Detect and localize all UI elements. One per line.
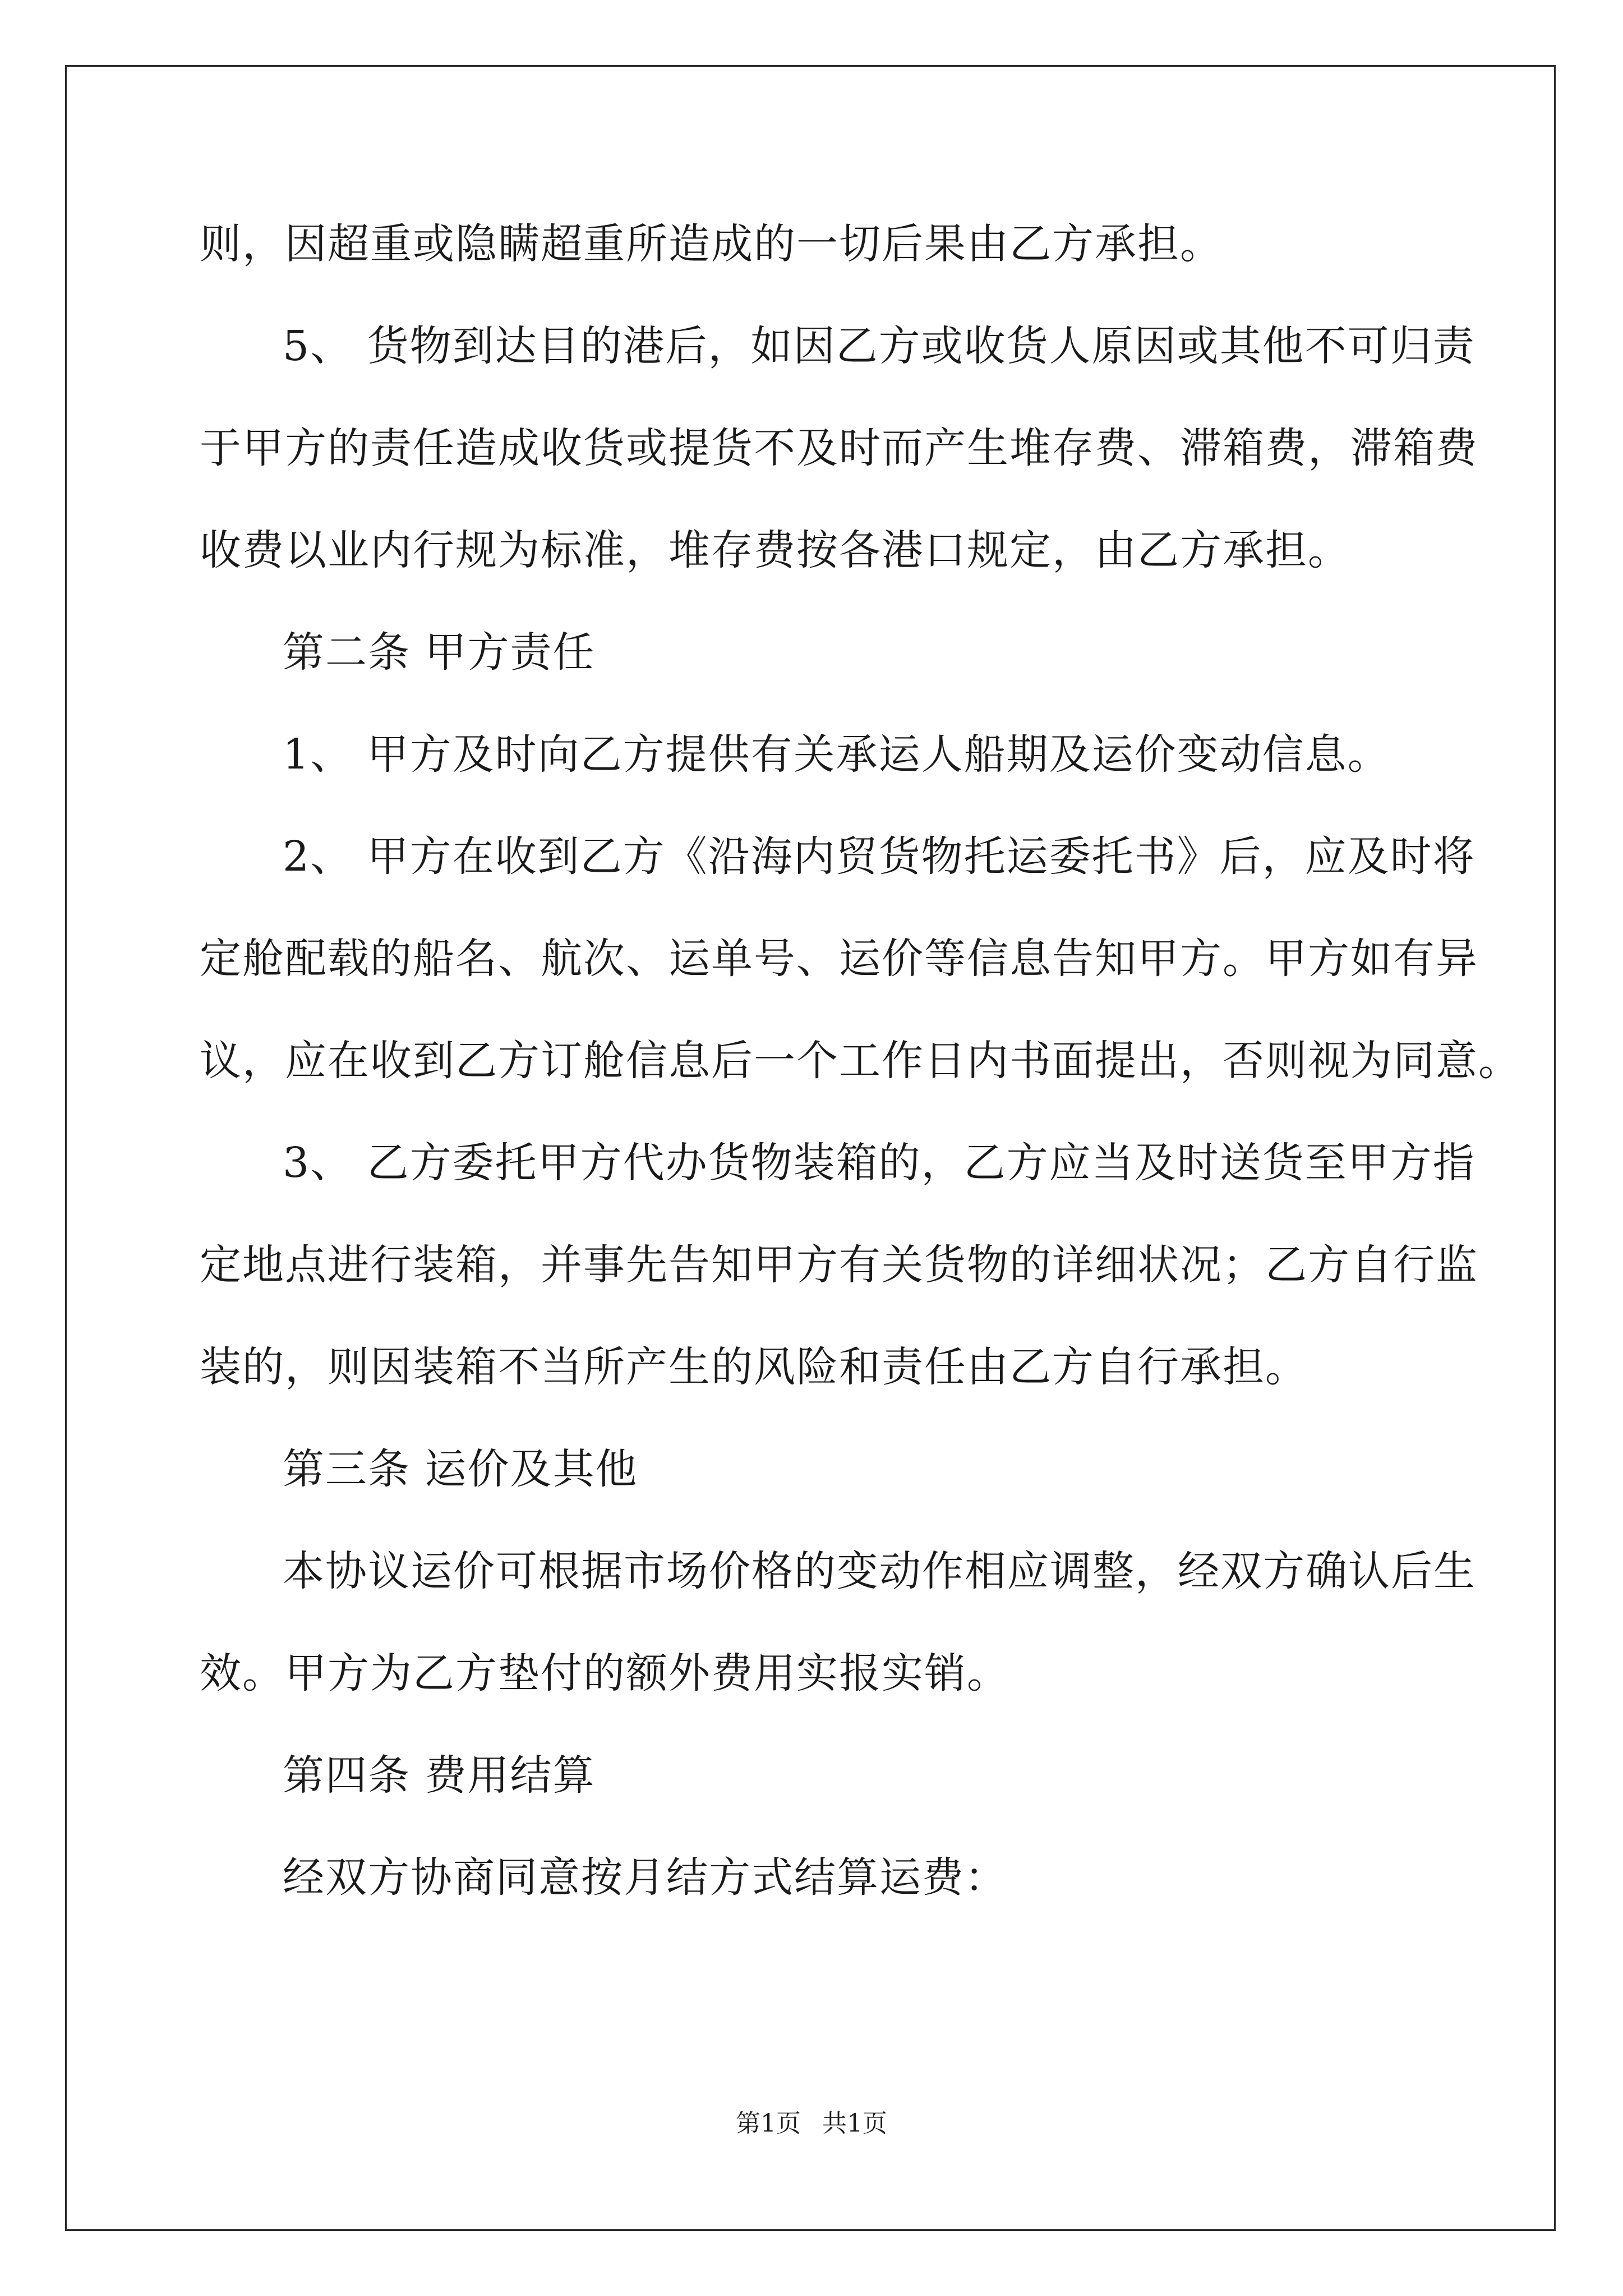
- paragraph-line: 3、 乙方委托甲方代办货物装箱的，乙方应当及时送货至甲方指: [283, 1139, 1476, 1187]
- paragraph-line: 于甲方的责任造成收货或提货不及时而产生堆存费、滞箱费，滞箱费: [200, 424, 1478, 472]
- paragraph-line: 定舱配载的船名、航次、运单号、运价等信息告知甲方。甲方如有异: [200, 935, 1478, 983]
- paragraph-line: 经双方协商同意按月结方式结算运费：: [283, 1853, 1007, 1902]
- paragraph-line: 收费以业内行规为标准，堆存费按各港口规定，由乙方承担。: [200, 526, 1350, 574]
- paragraph-line: 5、 货物到达目的港后，如因乙方或收货人原因或其他不可归责: [283, 322, 1476, 370]
- page-footer: [0, 2107, 1623, 2141]
- paragraph-line: 定地点进行装箱，并事先告知甲方有关货物的详细状况；乙方自行监: [200, 1241, 1478, 1289]
- paragraph-line: 2、 甲方在收到乙方《沿海内贸货物托运委托书》后，应及时将: [283, 832, 1476, 881]
- page-total: 共1页: [822, 2109, 887, 2138]
- paragraph-line: 本协议运价可根据市场价格的变动作相应调整，经双方确认后生: [283, 1547, 1476, 1595]
- section-heading: 第三条 运价及其他: [283, 1445, 638, 1493]
- paragraph-line: 则，因超重或隐瞒超重所造成的一切后果由乙方承担。: [200, 220, 1223, 268]
- section-heading: 第四条 费用结算: [283, 1751, 596, 1800]
- section-heading: 第二条 甲方责任: [283, 628, 596, 677]
- paragraph-line: 1、 甲方及时向乙方提供有关承运人船期及运价变动信息。: [283, 730, 1390, 779]
- paragraph-line: 效。甲方为乙方垫付的额外费用实报实销。: [200, 1649, 1009, 1697]
- paragraph-line: 装的，则因装箱不当所产生的风险和责任由乙方自行承担。: [200, 1343, 1308, 1391]
- page-number: 第1页: [736, 2109, 801, 2138]
- paragraph-line: 议，应在收到乙方订舱信息后一个工作日内书面提出，否则视为同意。: [200, 1037, 1521, 1085]
